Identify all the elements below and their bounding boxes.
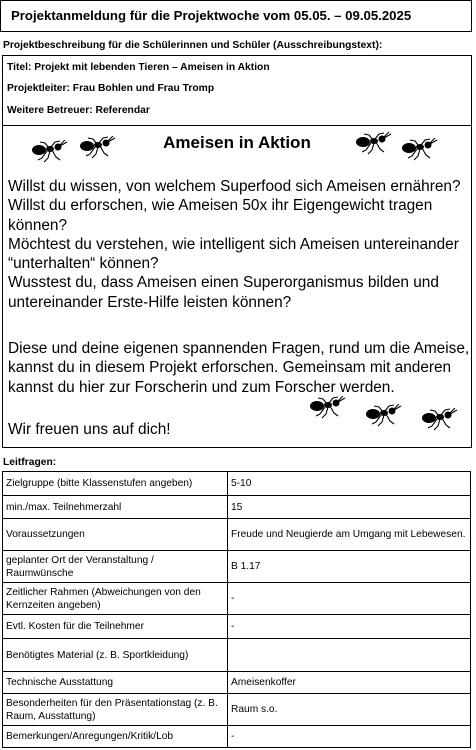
announcement-title: Ameisen in Aktion [163, 133, 311, 152]
text-line: Willst du wissen, von welchem Superfood sich Ameisen ernähren? [8, 178, 461, 195]
text-line: Möchtest du verstehen, wie intelligent sich Ameisen untereinander [8, 235, 459, 253]
answer-cell [228, 639, 471, 672]
page-title: Projektanmeldung für die Projektwoche vom 05.05. – 09.05.2025 [11, 8, 412, 23]
question-cell: Evtl. Kosten für die Teilnehmer [3, 615, 228, 639]
text-line: Willst du erforschen, wie Ameisen 50x ihr Eigengewicht tragen [8, 197, 433, 215]
project-supervisor-line: Weitere Betreuer: Referendar [7, 105, 150, 116]
question-cell: Benötigtes Material (z. B. Sportkleidung) [3, 639, 228, 672]
table-row [3, 639, 471, 672]
question-cell: Technische Ausstattung [3, 672, 228, 694]
question-cell: Bemerkungen/Anregungen/Kritik/Lob [3, 726, 228, 748]
question-cell: Zeitlicher Rahmen (Abweichungen von den Kernzeiten angeben) [3, 583, 228, 615]
question-cell: geplanter Ort der Veranstaltung / Raumwünsche [3, 551, 228, 583]
header-bar [0, 0, 472, 32]
question-cell: Voraussetzungen [3, 519, 228, 551]
answer-cell: Freude und Neugierde am Umgang mit Lebewesen. [228, 519, 471, 551]
text-line: Diese und deine eigenen spannenden Fragen, rund um die Ameise, [8, 340, 470, 357]
table-row [3, 615, 471, 639]
text-line: “unterhalten“ können? [8, 255, 159, 273]
answer-cell: B 1.17 [228, 551, 471, 583]
table-row [3, 583, 471, 615]
project-title-line: Titel: Projekt mit lebenden Tieren – Ameisen in Aktion [7, 62, 270, 73]
table-row [3, 496, 471, 519]
leitfragen-table [2, 471, 471, 748]
answer-cell: - [228, 583, 471, 615]
closing-line: Wir freuen uns auf dich! [8, 421, 171, 438]
table-row [3, 672, 471, 694]
announcement-box [2, 126, 472, 448]
question-cell: min./max. Teilnehmerzahl [3, 496, 228, 519]
answer-cell: Ameisenkoffer [228, 672, 471, 694]
table-row [3, 726, 471, 748]
table-row [3, 472, 471, 496]
table-row [3, 551, 471, 583]
text-line: können? [8, 216, 68, 234]
answer-cell: - [228, 615, 471, 639]
answer-cell: 5-10 [228, 472, 471, 496]
invitation-paragraph [8, 339, 473, 397]
text-line: kannst du hier zur Forscherin und zum Forscher werden. [8, 378, 395, 396]
question-cell: Besonderheiten für den Präsentationstag (z. B. Raum, Ausstattung) [3, 694, 228, 726]
table-row [3, 519, 471, 551]
answer-cell: Raum s.o. [228, 694, 471, 726]
ant-icon [309, 396, 347, 420]
leitfragen-label: Leitfragen: [3, 457, 57, 468]
questions-paragraph [8, 177, 473, 312]
project-info-box [2, 55, 472, 126]
question-cell: Zielgruppe (bitte Klassenstufen angeben) [3, 472, 228, 496]
answer-cell: 15 [228, 496, 471, 519]
table-row [3, 694, 471, 726]
answer-cell: - [228, 726, 471, 748]
description-label: Projektbeschreibung für die Schülerinnen und Schüler (Ausschreibungstext): [3, 40, 383, 51]
project-leader-line: Projektleiter: Frau Bohlen und Frau Tromp [7, 83, 215, 94]
text-line: Wusstest du, dass Ameisen einen Superorganismus bilden und [8, 274, 439, 292]
text-line: kannst du in diesem Projekt erforschen. Gemeinsam mit anderen [8, 359, 452, 377]
text-line: untereinander Erste-Hilfe leisten können? [8, 293, 292, 311]
